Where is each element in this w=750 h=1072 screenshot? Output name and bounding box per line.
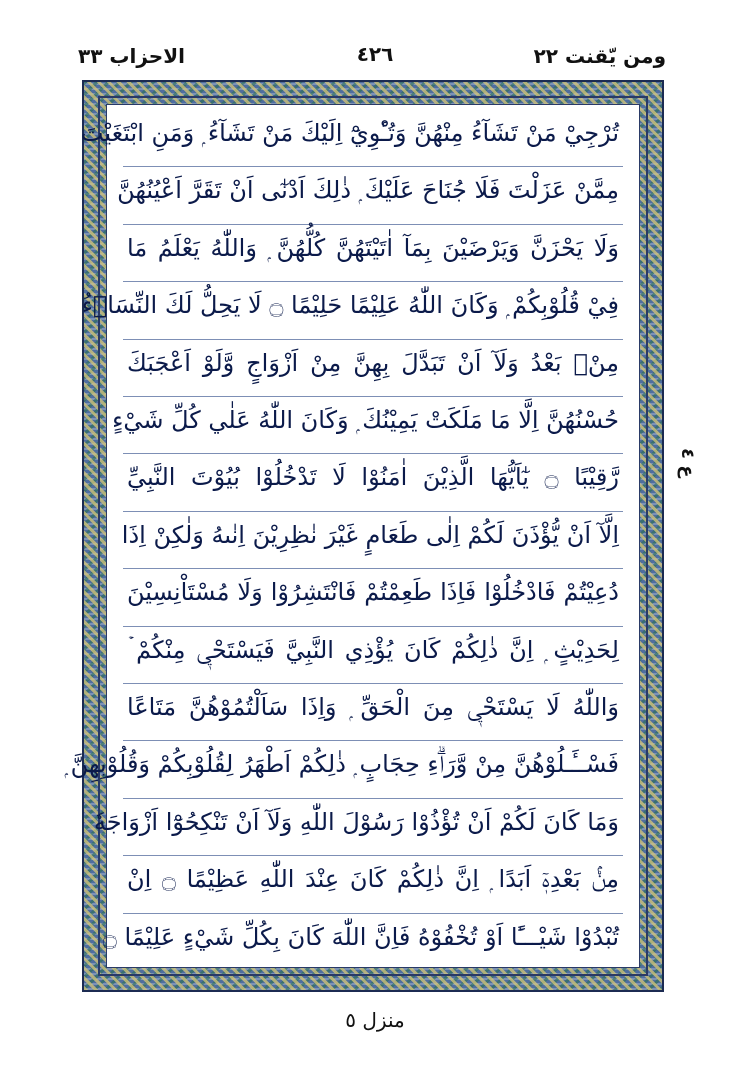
manzil-footer: منزل ٥ bbox=[345, 1008, 405, 1032]
line-separator bbox=[123, 740, 623, 741]
line-separator bbox=[123, 339, 623, 340]
ayah-line: مِمَّنْ عَزَلْتَ فَلَا جُنَاحَ عَلَيْكَ ۭ ذٰلِكَ اَدْنٰٓى اَنْ تَقَرَّ اَعْيُنُهُنَّ bbox=[117, 176, 619, 205]
ayah-line: اِلَّآ اَنْ يُّؤْذَنَ لَكُمْ اِلٰى طَعَامٍ غَيْرَ نٰظِرِيْنَ اِنٰىهُ وَلٰكِنْ اِذَا bbox=[121, 520, 619, 549]
ayah-line: فِيْ قُلُوْبِكُمْ ۭ وَكَانَ اللّٰهُ عَلِيْمًا حَلِيْمًا ۝ لَا يَحِلُّ لَكَ النِّسَاۗءُ bbox=[81, 291, 619, 320]
line-separator bbox=[123, 798, 623, 799]
line-separator bbox=[123, 855, 623, 856]
juz-name-header: ومن يّقنت ٢٢ bbox=[533, 44, 666, 68]
ayah-line: رَّقِيْبًا ۝ يٰٓاَيُّهَا الَّذِيْنَ اٰمَنُوْا لَا تَدْخُلُوْا بُيُوْتَ النَّبِيِّ bbox=[127, 463, 619, 492]
ayah-line: حُسْنُهُنَّ اِلَّا مَا مَلَكَتْ يَمِيْنُكَ ۭ وَكَانَ اللّٰهُ عَلٰي كُلِّ شَيْءٍ bbox=[112, 406, 619, 434]
line-separator bbox=[123, 568, 623, 569]
ayah-line: وَلَا يَحْزَنَّ وَيَرْضَيْنَ بِمَآ اٰتَيْتَهُنَّ كُلُّهُنَّ ۭ وَاللّٰهُ يَعْلَمُ مَا bbox=[127, 233, 619, 262]
surah-name-header: الاحزاب ٣٣ bbox=[78, 44, 185, 68]
quran-text-panel bbox=[64, 104, 640, 968]
ayah-line: فَسْــَٔـلُوْهُنَّ مِنْ وَّرَاۗءِ حِجَابٍ ۭ ذٰلِكُمْ اَطْهَرُ لِقُلُوْبِكُمْ وَقُلُوْبِهِنَّ ۭ bbox=[64, 750, 619, 779]
line-separator bbox=[123, 396, 623, 397]
ruku-marker: ع ٤ bbox=[677, 448, 698, 478]
ayah-line: مِنْۢ بَعْدُ وَلَآ اَنْ تَبَدَّلَ بِهِنَّ مِنْ اَزْوَاجٍ وَّلَوْ اَعْجَبَكَ bbox=[127, 348, 619, 377]
line-separator bbox=[123, 166, 623, 167]
ayah-line: تُبْدُوْا شَيْـــًٔا اَوْ تُخْفُوْهُ فَاِنَّ اللّٰهَ كَانَ بِكُلِّ شَيْءٍ عَلِيْمًا ۝ bbox=[102, 922, 619, 951]
ayah-line: وَمَا كَانَ لَكُمْ اَنْ تُؤْذُوْا رَسُوْلَ اللّٰهِ وَلَآ اَنْ تَنْكِحُوْٓا اَزْوَاجَهٗ bbox=[93, 807, 619, 836]
line-separator bbox=[123, 511, 623, 512]
ayah-line: لِحَدِيْثٍ ۭ اِنَّ ذٰلِكُمْ كَانَ يُؤْذِي النَّبِيَّ فَيَسْتَحْيٖ مِنْكُمْ ۡ bbox=[127, 635, 619, 664]
ayah-line: مِنْۢ بَعْدِهٖٓ اَبَدًا ۭ اِنَّ ذٰلِكُمْ كَانَ عِنْدَ اللّٰهِ عَظِيْمًا ۝ اِنْ bbox=[127, 865, 620, 894]
ayah-line: دُعِيْتُمْ فَادْخُلُوْا فَاِذَا طَعِمْتُمْ فَانْتَشِرُوْا وَلَا مُسْتَاْنِسِيْنَ bbox=[127, 578, 619, 607]
line-separator bbox=[123, 683, 623, 684]
ornamental-border-frame bbox=[64, 80, 664, 992]
ayah-line: وَاللّٰهُ لَا يَسْتَحْيٖ مِنَ الْحَقِّ ۭ وَاِذَا سَاَلْتُمُوْهُنَّ مَتَاعًا bbox=[127, 693, 619, 721]
line-separator bbox=[123, 224, 623, 225]
line-separator bbox=[123, 453, 623, 454]
line-separator bbox=[123, 913, 623, 914]
ayah-line: تُرْجِيْ مَنْ تَشَآءُ مِنْهُنَّ وَتُـْٔوِيْٓ اِلَيْكَ مَنْ تَشَآءُ ۭ وَمَنِ ابْتَغَيْتَ bbox=[80, 119, 619, 147]
line-separator bbox=[123, 626, 623, 627]
page-number: ٤٢٦ bbox=[356, 42, 394, 66]
line-separator bbox=[123, 281, 623, 282]
